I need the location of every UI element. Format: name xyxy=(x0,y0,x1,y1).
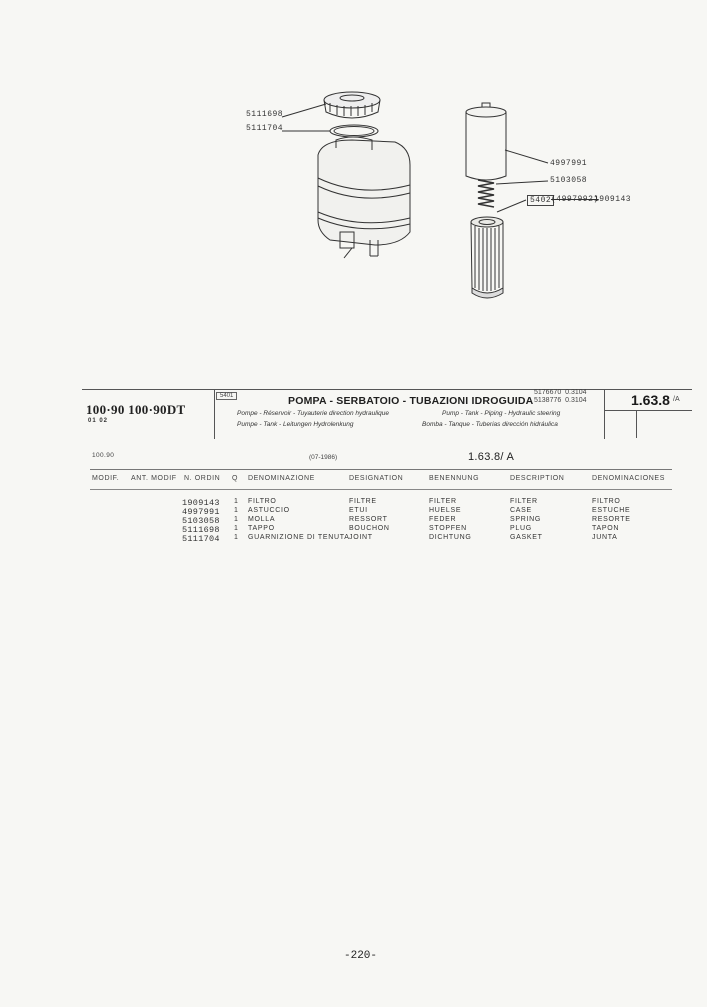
col-header-benennung: BENENNUNG xyxy=(429,475,480,482)
cell-en: FILTER xyxy=(510,498,538,505)
callout-spring-number: 5103058 xyxy=(550,176,588,185)
header-section-tick xyxy=(636,410,637,438)
subtitle-spanish: Bomba - Tanque - Tuberias dirección hidráulica xyxy=(422,421,558,428)
cell-it: ASTUCCIO xyxy=(248,507,290,514)
reservoir-drawing xyxy=(0,0,707,360)
cell-q: 1 xyxy=(234,507,239,514)
cell-de: FILTER xyxy=(429,498,457,505)
col-header-denominaciones: DENOMINACIONES xyxy=(592,475,665,482)
cell-it: TAPPO xyxy=(248,525,275,532)
header-divider-left xyxy=(214,389,215,439)
cell-fr: RESSORT xyxy=(349,516,388,523)
case-part xyxy=(466,103,506,180)
col-header-designation: DESIGNATION xyxy=(349,475,404,482)
header-block xyxy=(0,386,707,446)
subtitle-french: Pompe - Réservoir - Tuyauterie direction hydraulique xyxy=(237,410,389,417)
cell-en: CASE xyxy=(510,507,532,514)
cell-ordine: 1909143 xyxy=(182,498,220,508)
meta-section: 1.63.8/ A xyxy=(468,451,515,463)
callout-filter-ref-box: 5402 xyxy=(527,195,554,206)
cell-q: 1 xyxy=(234,525,239,532)
table-row xyxy=(0,516,707,524)
page-title: POMPA - SERBATOIO - TUBAZIONI IDROGUIDA xyxy=(288,395,534,407)
cell-ordine: 4997991 xyxy=(182,507,220,517)
cell-es: TAPON xyxy=(592,525,620,532)
cell-q: 1 xyxy=(234,516,239,523)
callout-case-number: 4997991 xyxy=(550,159,588,168)
meta-date: (07-1986) xyxy=(309,454,338,461)
model-names: 100·90 100·90DT xyxy=(86,402,186,417)
exploded-illustration xyxy=(0,0,707,360)
col-header-q: Q xyxy=(232,475,239,482)
section-suffix: /A xyxy=(673,396,680,403)
model-variants: 01 02 xyxy=(88,418,109,424)
cell-it: GUARNIZIONE DI TENUTA xyxy=(248,534,350,541)
cell-ordine: 5111698 xyxy=(182,525,220,535)
callout-cap-number: 5111698 xyxy=(246,110,284,119)
page-number: -220- xyxy=(344,950,378,962)
table-top-rule xyxy=(90,469,672,470)
cell-es: JUNTA xyxy=(592,534,618,541)
gasket-part xyxy=(330,125,378,137)
spring-part xyxy=(478,180,494,207)
cell-es: ESTUCHE xyxy=(592,507,631,514)
table-row xyxy=(0,525,707,533)
cap-part xyxy=(324,92,380,118)
cell-fr: JOINT xyxy=(349,534,373,541)
cell-it: MOLLA xyxy=(248,516,276,523)
callout-gasket-number: 5111704 xyxy=(246,124,284,133)
col-header-denominazione: DENOMINAZIONE xyxy=(248,475,315,482)
cell-en: SPRING xyxy=(510,516,542,523)
code-line-2: 5138776 0.3104 xyxy=(534,397,587,404)
cell-es: RESORTE xyxy=(592,516,631,523)
cell-ordine: 5111704 xyxy=(182,534,220,544)
cell-es: FILTRO xyxy=(592,498,621,505)
meta-line xyxy=(0,450,707,466)
cell-de: DICHTUNG xyxy=(429,534,472,541)
table-header-rule xyxy=(90,489,672,490)
cell-de: STOPFEN xyxy=(429,525,467,532)
subtitle-german: Pumpe - Tank - Leitungen Hydrolenkung xyxy=(237,421,354,428)
table-row xyxy=(0,534,707,542)
subtitle-english: Pump - Tank - Piping - Hydraulic steering xyxy=(442,410,561,417)
header-top-rule xyxy=(82,389,692,390)
code-line-1: 5176670 0.3104 xyxy=(534,389,587,396)
cell-fr: BOUCHON xyxy=(349,525,390,532)
col-header-ordine: N. ORDIN xyxy=(184,475,221,482)
col-header-ant-modif: ANT. MODIF xyxy=(131,475,177,482)
meta-model: 100.90 xyxy=(92,452,115,459)
header-section-underline xyxy=(604,410,692,411)
cell-it: FILTRO xyxy=(248,498,277,505)
col-header-description: DESCRIPTION xyxy=(510,475,565,482)
table-row xyxy=(0,498,707,506)
cell-ordine: 5103058 xyxy=(182,516,220,526)
cell-de: HUELSE xyxy=(429,507,462,514)
header-divider-right xyxy=(604,389,605,439)
cell-q: 1 xyxy=(234,534,239,541)
cell-de: FEDER xyxy=(429,516,457,523)
callout-filter-number: 1909143 xyxy=(594,195,632,204)
cell-en: GASKET xyxy=(510,534,543,541)
cell-en: PLUG xyxy=(510,525,532,532)
filter-part xyxy=(471,217,503,298)
col-header-modif: MODIF. xyxy=(92,475,120,482)
table-row xyxy=(0,507,707,515)
callout-filter-superseded: (4997992) xyxy=(551,195,599,204)
small-ref-box: 5401 xyxy=(216,392,237,400)
cell-q: 1 xyxy=(234,498,239,505)
section-code: 1.63.8 xyxy=(631,392,670,408)
cell-fr: FILTRE xyxy=(349,498,377,505)
parts-table xyxy=(0,466,707,566)
cell-fr: ETUI xyxy=(349,507,368,514)
reservoir-part xyxy=(318,137,410,258)
